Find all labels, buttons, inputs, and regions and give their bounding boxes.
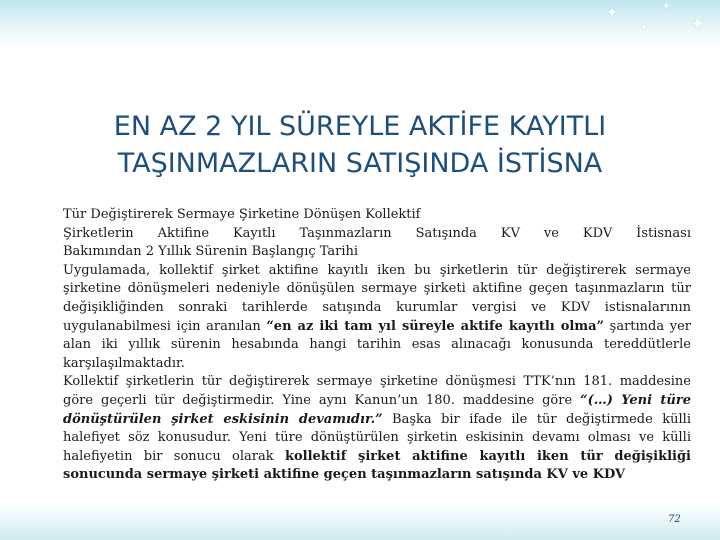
paragraph-1-emphasis: “en az iki tam yıl süreyle aktife kayıtlı olma”	[266, 318, 605, 334]
slide-title-line-1: EN AZ 2 YIL SÜREYLE AKTİFE KAYITLI	[113, 111, 607, 142]
bottom-decorative-band	[0, 504, 720, 540]
slide-body	[63, 206, 691, 485]
slide-title-line-2: TAŞINMAZLARIN SATIŞINDA İSTİSNA	[117, 148, 603, 179]
paragraph-2-emphasis: kollektif şirket aktifine kayıtlı iken tür değişikliği sonucunda sermaye şirketi aktifine geçen taşınmazların satışında KV ve KDV	[63, 448, 691, 483]
subheading-line-1: Tür Değiştirerek Sermaye Şirketine Dönüşen Kollektif	[63, 207, 421, 222]
paragraph-2-text-a: Kollektif şirketlerin tür değiştirerek sermaye şirketine dönüşmesi TTK’nın 181. maddesine göre geçerli tür değiştirmedir. Yine aynı Kanun’un 180. maddesine göre	[63, 374, 691, 408]
paragraph-1-text-a: Uygulamada, kollektif şirket aktifine kayıtlı iken bu şirketlerin tür değiştirerek sermaye şirketine dönüşmeleri nedeniyle dönüşülen sermaye şirketi aktifine geçen taşınmazların tür değişikliğinden sonraki tarihlerde satışında kurumlar vergisi ve KDV istisnalarının uygulanabilmesi için aranılan	[63, 262, 691, 334]
paragraph-2	[63, 373, 691, 485]
sparkle-icon: ✦	[662, 1, 671, 12]
sparkle-icon: ✦	[640, 23, 648, 33]
subheading-line-2: Şirketlerin Aktifine Kayıtlı Taşınmazların Satışında KV ve KDV İstisnası	[63, 225, 691, 241]
paragraph-1	[63, 262, 691, 374]
slide-title	[40, 108, 680, 182]
sparkle-icon: ✦	[606, 5, 618, 21]
paragraph-2-quote: “(…) Yeni türe dönüştürülen şirket eskisinin devamıdır.”	[63, 392, 691, 427]
paragraph-2-text-b: Başka bir ifade ile tür değiştirmede külli halefiyet söz konusudur. Yeni türe dönüştürülen şirketin eskisinin devamı olması ve külli halefiyetin bir sonucu olarak	[63, 411, 691, 464]
subheading	[63, 206, 691, 262]
page-number: 72	[668, 514, 681, 525]
paragraph-1-text-b: şartında yer alan iki yıllık sürenin hesabında hangi tarihin esas alınacağı konusunda tereddütlerle karşılaşılmaktadır.	[63, 318, 691, 371]
sparkle-icon: ✦	[690, 14, 706, 35]
subheading-line-3: Bakımından 2 Yıllık Sürenin Başlangıç Tarihi	[63, 244, 359, 260]
